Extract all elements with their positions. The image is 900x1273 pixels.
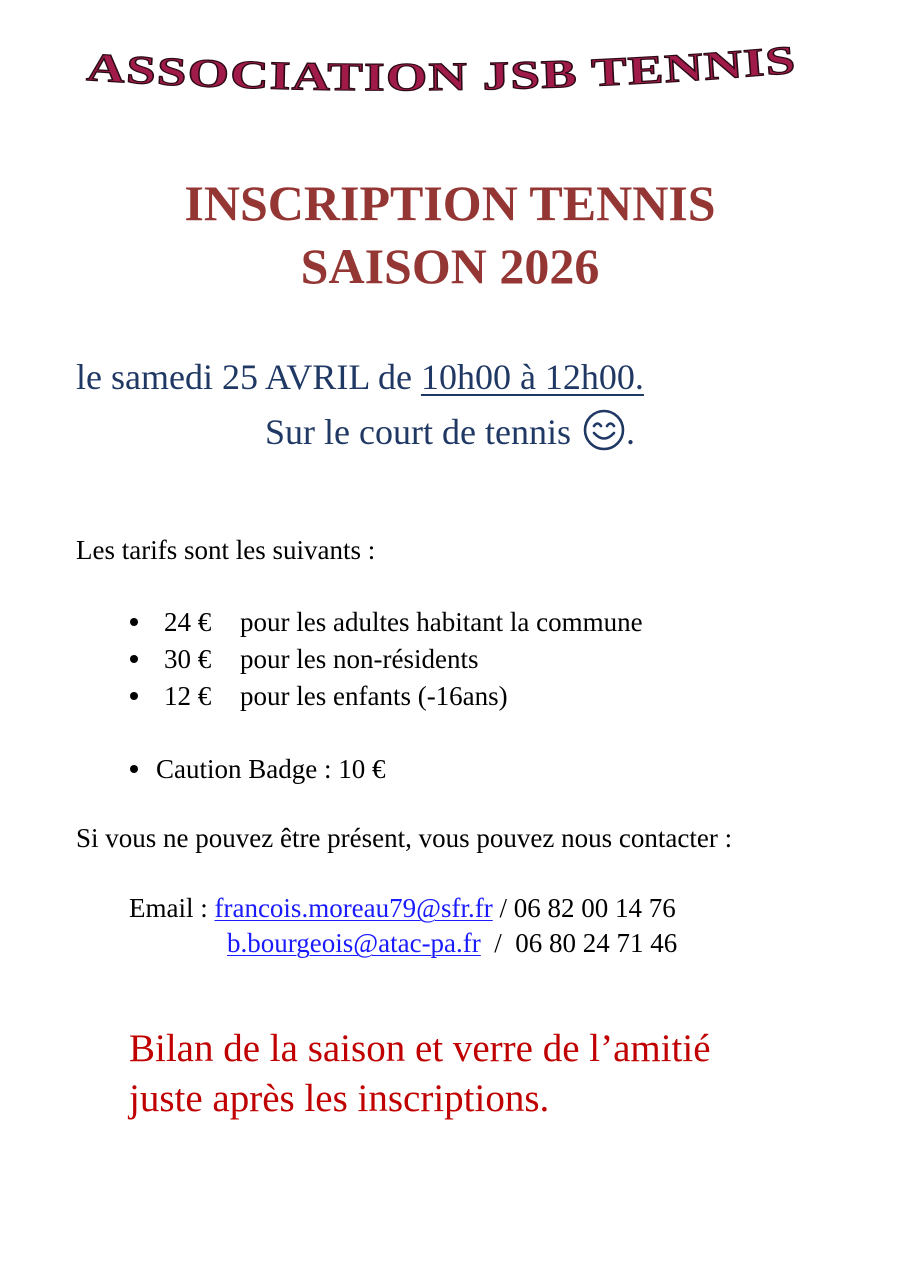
tarif-price: 12 € <box>164 681 212 711</box>
tarif-price: 30 € <box>164 644 212 674</box>
bullet-icon <box>130 692 138 700</box>
contact-intro: Si vous ne pouvez être présent, vous pouvez nous contacter : <box>76 823 733 853</box>
closing-line2: juste après les inscriptions. <box>129 1077 550 1120</box>
contact-separator: / <box>480 928 516 958</box>
tarif-price: 24 € <box>164 607 212 637</box>
event-date <box>76 355 644 399</box>
page-title-line2: SAISON 2026 <box>300 238 600 294</box>
association-wordart <box>84 37 804 112</box>
phone-number: 06 80 24 71 46 <box>515 928 678 958</box>
email-link-bourgeois[interactable]: b.bourgeois@atac-pa.fr <box>227 928 481 958</box>
closing-line1: Bilan de la saison et verre de l’amitié <box>129 1027 711 1070</box>
association-logo-text <box>84 37 804 112</box>
association-title: ASSOCIATION JSB TENNIS <box>85 37 791 100</box>
email-link-francois[interactable]: francois.moreau79@sfr.fr <box>214 893 493 923</box>
event-location <box>0 408 900 454</box>
phone-number: 06 82 00 14 76 <box>513 893 676 923</box>
event-location-text: Sur le court de tennis <box>265 412 580 452</box>
email-label: Email : <box>129 893 215 923</box>
svg-text:ASSOCIATION JSB TENNIS <box>85 37 798 100</box>
bullet-icon <box>130 618 138 626</box>
contact-separator: / <box>492 893 514 923</box>
contact-row <box>129 891 676 925</box>
tarif-description: pour les enfants (-16ans) <box>240 681 508 711</box>
bullet-icon <box>130 655 138 663</box>
smiling-face-icon <box>582 408 626 452</box>
tarif-description: pour les non-résidents <box>240 644 479 674</box>
tarif-description: pour les adultes habitant la commune <box>240 607 643 637</box>
tarifs-intro: Les tarifs sont les suivants : <box>76 535 376 565</box>
caution-text: Caution Badge : 10 € <box>156 754 386 784</box>
page-title-line1: INSCRIPTION TENNIS <box>184 175 716 231</box>
event-time: 10h00 à 12h00. <box>420 357 644 397</box>
event-date-prefix: le samedi 25 AVRIL de <box>76 357 421 397</box>
caution-item <box>126 752 900 789</box>
event-location-suffix: . <box>625 412 635 452</box>
contact-row <box>227 926 677 960</box>
bullet-icon <box>130 765 138 773</box>
